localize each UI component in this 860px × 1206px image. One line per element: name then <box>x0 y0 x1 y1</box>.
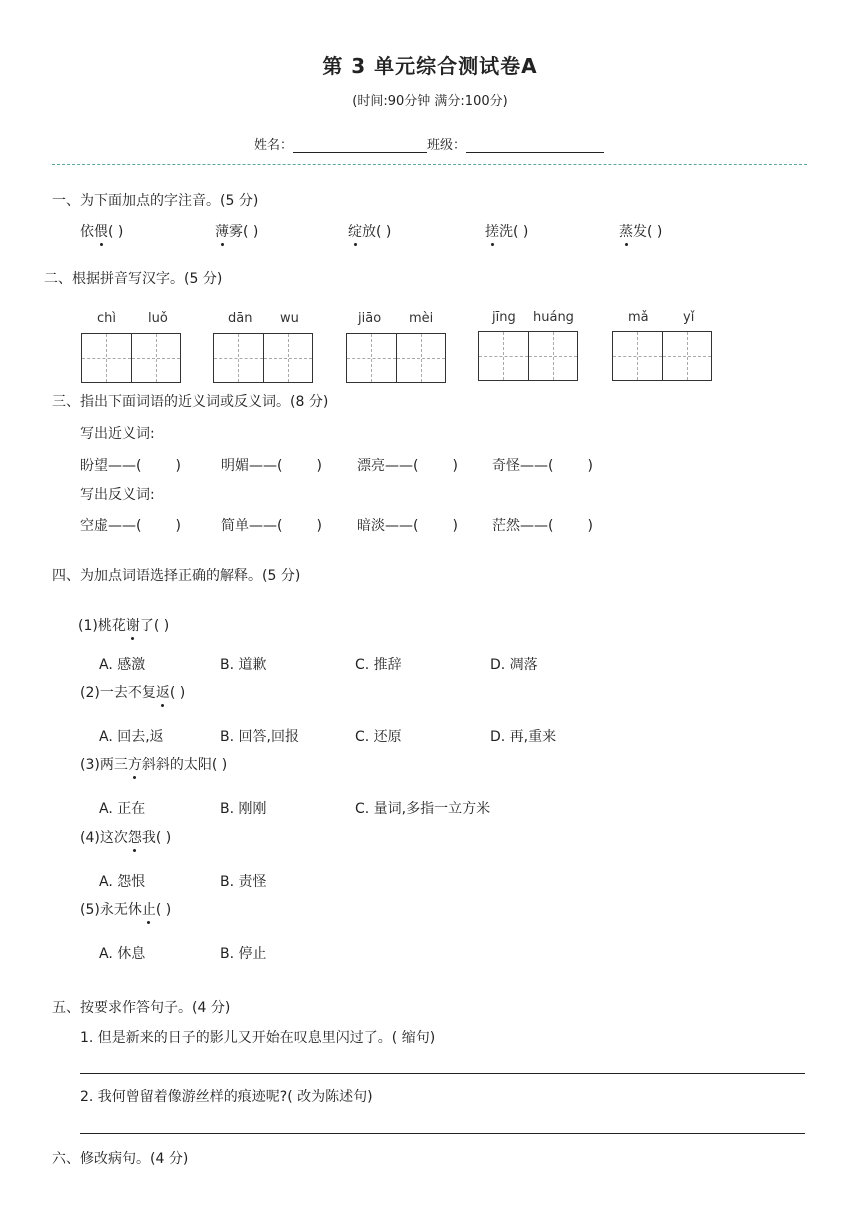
pinyin-label: dān <box>228 311 253 326</box>
section5-heading: 五、按要求作答句子。(4 分) <box>52 1000 231 1016</box>
section6-heading: 六、修改病句。(4 分) <box>52 1151 189 1167</box>
pinyin-label: wu <box>280 311 299 326</box>
answer-line[interactable] <box>80 1073 805 1074</box>
option[interactable]: D. 凋落 <box>490 657 538 673</box>
pinyin-label: jiāo <box>358 311 382 326</box>
question-4-1: (1)桃花谢了( ) <box>78 615 169 635</box>
question-4-4: (4)这次怨我( ) <box>80 827 171 847</box>
option[interactable]: B. 回答,回报 <box>220 729 299 745</box>
option[interactable]: A. 正在 <box>99 801 146 817</box>
option[interactable]: C. 推辞 <box>355 657 402 673</box>
option[interactable]: C. 还原 <box>355 729 402 745</box>
class-label: 班级： <box>427 138 467 153</box>
option[interactable]: A. 感激 <box>99 657 146 673</box>
pinyin-label: mèi <box>409 311 434 326</box>
pinyin-item-1[interactable]: 依偎( ) <box>80 221 123 241</box>
option[interactable]: C. 量词,多指一立方米 <box>355 801 491 817</box>
option[interactable]: B. 责怪 <box>220 874 267 890</box>
question-5-2: 2. 我何曾留着像游丝样的痕迹呢?( 改为陈述句) <box>80 1089 373 1105</box>
pinyin-label: huáng <box>533 310 574 325</box>
synonym-item[interactable]: 漂亮——( ) <box>357 458 458 474</box>
option[interactable]: B. 停止 <box>220 946 267 962</box>
option[interactable]: A. 回去,返 <box>99 729 164 745</box>
question-5-1: 1. 但是新来的日子的影儿又开始在叹息里闪过了。( 缩句) <box>80 1030 436 1046</box>
option[interactable]: B. 道歉 <box>220 657 267 673</box>
synonym-item[interactable]: 盼望——( ) <box>80 458 181 474</box>
pinyin-label: jīng <box>492 310 516 325</box>
option[interactable]: B. 刚刚 <box>220 801 267 817</box>
section2-heading: 二、根据拼音写汉字。(5 分) <box>44 271 223 287</box>
section4-heading: 四、为加点词语选择正确的解释。(5 分) <box>52 568 301 584</box>
exam-subtitle: (时间:90分钟 满分:100分) <box>352 94 508 109</box>
char-grid-5[interactable] <box>612 331 712 381</box>
synonym-item[interactable]: 明媚——( ) <box>221 458 322 474</box>
synonym-label: 写出近义词: <box>80 426 155 442</box>
char-grid-2[interactable] <box>213 333 313 383</box>
pinyin-label: mǎ <box>628 310 649 325</box>
pinyin-item-2[interactable]: 薄雾( ) <box>215 221 258 241</box>
name-blank[interactable] <box>293 138 427 153</box>
name-label: 姓名： <box>254 138 294 153</box>
class-blank[interactable] <box>466 138 604 153</box>
exam-title: 第 3 单元综合测试卷A <box>322 54 538 78</box>
pinyin-item-5[interactable]: 蒸发( ) <box>619 221 662 241</box>
section3-heading: 三、指出下面词语的近义词或反义词。(8 分) <box>52 394 329 410</box>
answer-line[interactable] <box>80 1133 805 1134</box>
pinyin-item-3[interactable]: 绽放( ) <box>348 221 391 241</box>
antonym-item[interactable]: 茫然——( ) <box>492 518 593 534</box>
question-4-3: (3)两三方斜斜的太阳( ) <box>80 754 227 774</box>
pinyin-item-4[interactable]: 搓洗( ) <box>485 221 528 241</box>
char-grid-4[interactable] <box>478 331 578 381</box>
pinyin-label: chì <box>97 311 116 326</box>
option[interactable]: A. 休息 <box>99 946 146 962</box>
pinyin-label: luǒ <box>148 311 168 326</box>
antonym-item[interactable]: 暗淡——( ) <box>357 518 458 534</box>
antonym-label: 写出反义词: <box>80 487 155 503</box>
student-info-row <box>254 134 604 153</box>
question-4-2: (2)一去不复返( ) <box>80 682 185 702</box>
char-grid-3[interactable] <box>346 333 446 383</box>
section1-heading: 一、为下面加点的字注音。(5 分) <box>52 193 259 209</box>
pinyin-label: yǐ <box>683 310 695 325</box>
char-grid-1[interactable] <box>81 333 181 383</box>
header-divider <box>52 164 807 165</box>
antonym-item[interactable]: 简单——( ) <box>221 518 322 534</box>
option[interactable]: D. 再,重来 <box>490 729 557 745</box>
synonym-item[interactable]: 奇怪——( ) <box>492 458 593 474</box>
question-4-5: (5)永无休止( ) <box>80 899 171 919</box>
antonym-item[interactable]: 空虚——( ) <box>80 518 181 534</box>
option[interactable]: A. 怨恨 <box>99 874 146 890</box>
